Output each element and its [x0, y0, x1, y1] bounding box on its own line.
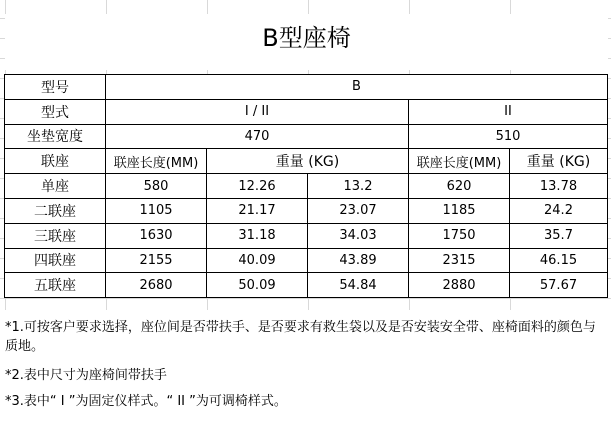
cell-header-length-b[interactable]: 联座长度(MM)	[409, 149, 510, 174]
cell-type-label[interactable]: 型式	[5, 99, 106, 124]
cell-weight-2[interactable]: 54.84	[308, 273, 409, 298]
cell-weight-1[interactable]: 31.18	[207, 223, 308, 248]
cell-header-length-a[interactable]: 联座长度(MM)	[106, 149, 207, 174]
cell-weight-1[interactable]: 21.17	[207, 198, 308, 223]
cell-length-b[interactable]: 2880	[409, 273, 510, 298]
cell-width-label[interactable]: 坐垫宽度	[5, 124, 106, 149]
cell-seat-label[interactable]: 五联座	[5, 273, 106, 298]
cell-weight-3[interactable]: 13.78	[510, 174, 608, 199]
seat-spec-table	[4, 74, 608, 298]
cell-header-weight-b[interactable]: 重量 (KG)	[510, 149, 608, 174]
cell-width-value-a[interactable]: 470	[106, 124, 409, 149]
cell-weight-2[interactable]: 34.03	[308, 223, 409, 248]
cell-weight-2[interactable]: 13.2	[308, 174, 409, 199]
table-row	[5, 223, 608, 248]
cell-length-b[interactable]: 1750	[409, 223, 510, 248]
cell-model-value[interactable]: B	[106, 75, 608, 100]
cell-weight-1[interactable]: 40.09	[207, 248, 308, 273]
cell-weight-2[interactable]: 43.89	[308, 248, 409, 273]
table-row	[5, 248, 608, 273]
cell-length-b[interactable]: 1185	[409, 198, 510, 223]
cell-weight-3[interactable]: 57.67	[510, 273, 608, 298]
cell-type-value-b[interactable]: II	[409, 99, 608, 124]
cell-seat-label[interactable]: 四联座	[5, 248, 106, 273]
sheet-title: B型座椅	[5, 14, 608, 70]
cell-length-a[interactable]: 2155	[106, 248, 207, 273]
cell-seat-label[interactable]: 三联座	[5, 223, 106, 248]
table-row	[5, 198, 608, 223]
table-row	[5, 174, 608, 199]
cell-length-b[interactable]: 620	[409, 174, 510, 199]
cell-weight-1[interactable]: 50.09	[207, 273, 308, 298]
cell-weight-3[interactable]: 46.15	[510, 248, 608, 273]
cell-length-a[interactable]: 1105	[106, 198, 207, 223]
cell-weight-3[interactable]: 35.7	[510, 223, 608, 248]
cell-header-weight-a[interactable]: 重量 (KG)	[207, 149, 409, 174]
table-row-header	[5, 149, 608, 174]
notes-area	[0, 310, 611, 428]
table-row-type	[5, 99, 608, 124]
table-row	[5, 273, 608, 298]
cell-length-a[interactable]: 2680	[106, 273, 207, 298]
cell-header-label[interactable]: 联座	[5, 149, 106, 174]
cell-weight-1[interactable]: 12.26	[207, 174, 308, 199]
cell-weight-3[interactable]: 24.2	[510, 198, 608, 223]
cell-length-b[interactable]: 2315	[409, 248, 510, 273]
cell-model-label[interactable]: 型号	[5, 75, 106, 100]
cell-type-value-a[interactable]: I / II	[106, 99, 409, 124]
table-row-width	[5, 124, 608, 149]
note-2[interactable]: *2.表中尺寸为座椅间带扶手	[5, 368, 167, 383]
note-3[interactable]: *3.表中“ I ”为固定仪样式。“ II ”为可调椅样式。	[5, 394, 287, 409]
note-1[interactable]: *1.可按客户要求选择，座位间是否带扶手、是否要求有救生袋以及是否安装安全带、座椅面料的颜色与质地。	[5, 320, 596, 354]
cell-seat-label[interactable]: 单座	[5, 174, 106, 199]
cell-width-value-b[interactable]: 510	[409, 124, 608, 149]
cell-weight-2[interactable]: 23.07	[308, 198, 409, 223]
cell-length-a[interactable]: 1630	[106, 223, 207, 248]
table-row-model	[5, 75, 608, 100]
cell-seat-label[interactable]: 二联座	[5, 198, 106, 223]
cell-length-a[interactable]: 580	[106, 174, 207, 199]
